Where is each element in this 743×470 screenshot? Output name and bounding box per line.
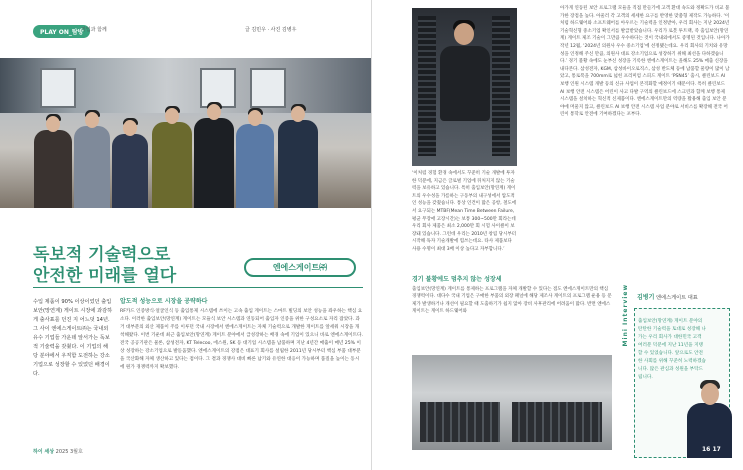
photo-person (152, 122, 192, 208)
section-tag: PLAY ON_탐방 (33, 25, 90, 38)
engineer-head (454, 23, 474, 45)
article-body-right: 아가게 연동된 보안 프로그램 모듈을 직접 만들기에 고객 환대 속도와 정확도가 비교 불가한 장점을 높다. 아울러 각 고객의 세세한 요구를 반영한 맞춤형 제작도 가능하다. ‘이처럼 하드웨어와 소프트웨어를 아우르는 기술력을 인정받아, 우리 회사는 지난 2024년 기술혁신형 중소기업 확인서를 발급받았습니다. 우리가 로봇 투트랙, 즉 출입보안(망연계) 게이트 제조 기술이 그만큼 우수하다는 것이 국내외에서도 증명된 것입니다. 나아가 작년 12월, ‘2024년 의원사 우수 중소기업’에 선정됐는데요. 우리 회사의 기치와 유망성을 인정해 주신 만큼, 의원사 대표 강소기업으로 성장하기 위해 최선을 다하겠습니다.’ 경기 불황 속에도 눈부신 성장을 기록한 엔에스게이트는 올해도 25% 매출 신장을 내다본다. 삼성전자, KGM, 삼성바이오로직스, 삼성 반도체 등에 납품할 물량이 많이 남았고, 통로폭을 700mm로 넓힌 프리미엄 스피드 게이트 ‘PSN45’ 출시, 클린보드 AI 보행 인원 시스템 개발 등의 신규 사업이 본격화할 예정이기 때문이다. 특히 클린보드 AI 보행 안전 시스템은 어린이 사고 다발 구역의 클린보드에 스크린과 함께 보행 통제 시스템을 설치하는 혁신적 신제품이다. 엔에스게이트만의 역량을 활용해 출입 보안 분야에 머물지 않고, 클린보드 AI 보행 안전 시스템 사업 분야로 서비스를 확장해 전국 어린이 통학로 안전에 기여하겠다는 포부다. (560, 6, 730, 118)
photo-person (34, 130, 72, 208)
footer (33, 448, 83, 455)
photo-person (278, 120, 318, 208)
interview-text: 출입보안(망연계) 게이트 분야의 탄탄한 기술력을 토대로 성장해 나가는 우리 회사가 대한민국 고객 여러분 덕분에 지난 11년을 지탱할 수 있었습니다. 앞으로도 안전한 사회를 위해 꾸준히 노력하겠습니다. 많은 관심과 성원을 부탁드립니다. (638, 319, 706, 380)
quote-text: ‘이처럼 경험 환경 속에서도 꾸준히 기술 개발에 투자한 덕분에, 지금은 글로벌 기업에 뒤처지지 않는 기술력을 보유하고 있습니다. 특히 출입보안(망연계) 게이트의 우수성을 가름하는 구동부의 내구성에서 압도적인 성능을 갖췄습니다. 통상 인건이 많은 공항, 철도에서 요구되는 MTBF(Mean Time Between Failure, 평균 무장애 고장시간)는 보통 300~500만 회라는데 우리 회사 제품은 최소 2,000만 회 시험 사이클이 보장돼 있습니다. 그런데 우리는 2010년 창립 당시부터 시작해 독자 기술개발에 힘쓰는데요. 타사 제품보다 사용 수명이 최대 3배 이상 높다고 자부합니다.’ (412, 171, 517, 252)
page-number-right: 17 (712, 446, 721, 453)
body-text: RF카드 인증방식·얼굴인식 등 출입통제 시스템에 쓰이는 고속 출입 게이트는 스마트 빌딩의 보안 성능을 좌우하는 핵심 요소다. 이러한 출입보안(망연계) 게이트는 모듈식 보안 시스템과 연동되어 출입자 인증을 위한 구성요소로 자리 잡았다. 과거 대부분의 외산 제품이 주를 이루던 국내 시장에서 엔에스게이트는 자체 기술력으로 개발한 게이트를 앞세워 시장을 개척해왔다. 이번 기운데 최근 출입보안(망연계) 게이트 분야에서 급성장하는 배경 속에 기업이 있으니 바로 엔에스게이트다. 전국 공공기관은 물론, 삼성전자, KT Telecoo, 에스원, SK 등 대기업 시스템을 납품하며 지난 4년간 매출이 매년 25% 이상 성장하는 강소기업으로 발돋움했다. 엔에스게이트의 강점은 대표기 회사를 설립한 2011년 당시부터 핵심 부품 대부분을 국산화해 자체 생산하고 있다는 점이다. 그 결과 경쟁사 대비 빠른 납기와 유연한 대응이 가능하며 품질을 높이는 동시에 원가 경쟁력까지 확보했다. (120, 309, 363, 370)
photo-person (74, 126, 110, 208)
page-number-left: 16 (702, 446, 711, 453)
footer-brand: 하이 세상 (33, 449, 55, 455)
right-page (372, 0, 743, 470)
section-subtitle: 기업과 함께 (81, 27, 107, 33)
page-numbers (702, 446, 721, 453)
byline: 글 김민우 · 사진 김병우 (245, 27, 297, 33)
engineer-photo (412, 8, 517, 166)
photo-person (112, 134, 148, 208)
divider (33, 287, 363, 288)
factory-photo (412, 355, 612, 450)
body-text-2: 출입보안(망연계) 게이트를 통제하는 프로그램을 자체 개발할 수 있다는 점도 엔에스게이트만의 핵심 경쟁력이다. 대다수 국내 기업은 구매한 부품의 외장 패널에 해당 제조사 게이트의 프로그램 운용 등 문제가 발생하거나 개선이 필요할 때 도출하기가 쉽지 않아 장비 사후관리에 어려움이 많다. 반면 엔에스게이트는 게이트 하드웨어와 (412, 286, 612, 315)
left-page (0, 0, 371, 470)
interview-name (637, 292, 698, 301)
group-photo (0, 58, 371, 208)
headline (33, 245, 253, 287)
footer-date: 2025 3월호 (55, 449, 83, 455)
server-rack (418, 16, 436, 156)
lead-paragraph: 수입 제품이 90% 이상이었던 출입보안(망연계) 게이트 시장에 과감하게 출사표를 던진 지 어느덧 14년. 그 사이 엔에스게이트㈜는 국내외 유수 기업들 가운데 앞서가는 독보적 기술력을 갖췄다. 이 기업의 해당 분야에서 우직함 도전하는 강소기업으로 성장할 수 있었던 배경이다. (33, 299, 113, 377)
section-heading-2: 경기 불황에도 멈추지 않는 성장세 (412, 276, 502, 283)
gate-units (420, 402, 500, 442)
article-body-left (120, 298, 363, 372)
engineer-figure (440, 46, 490, 121)
photo-window (250, 68, 286, 108)
interviewee-title: 엔에스게이트 대표 (656, 295, 698, 301)
article-body-mid (412, 276, 612, 316)
interviewee-name: 김병기 (637, 294, 655, 301)
photo-person (236, 124, 274, 208)
photo-person (194, 118, 234, 208)
headline-line-2: 안전한 미래를 열다 (33, 266, 177, 286)
gate-units (512, 402, 602, 442)
section-heading: 압도적 성능으로 시장을 공략하다 (120, 298, 208, 305)
headline-line-1: 독보적 기술력으로 (33, 245, 171, 265)
company-badge: 엔에스게이트㈜ (244, 258, 356, 277)
photo-window (40, 68, 76, 108)
server-rack (492, 16, 510, 156)
interview-label: Mini Interview (622, 284, 629, 347)
